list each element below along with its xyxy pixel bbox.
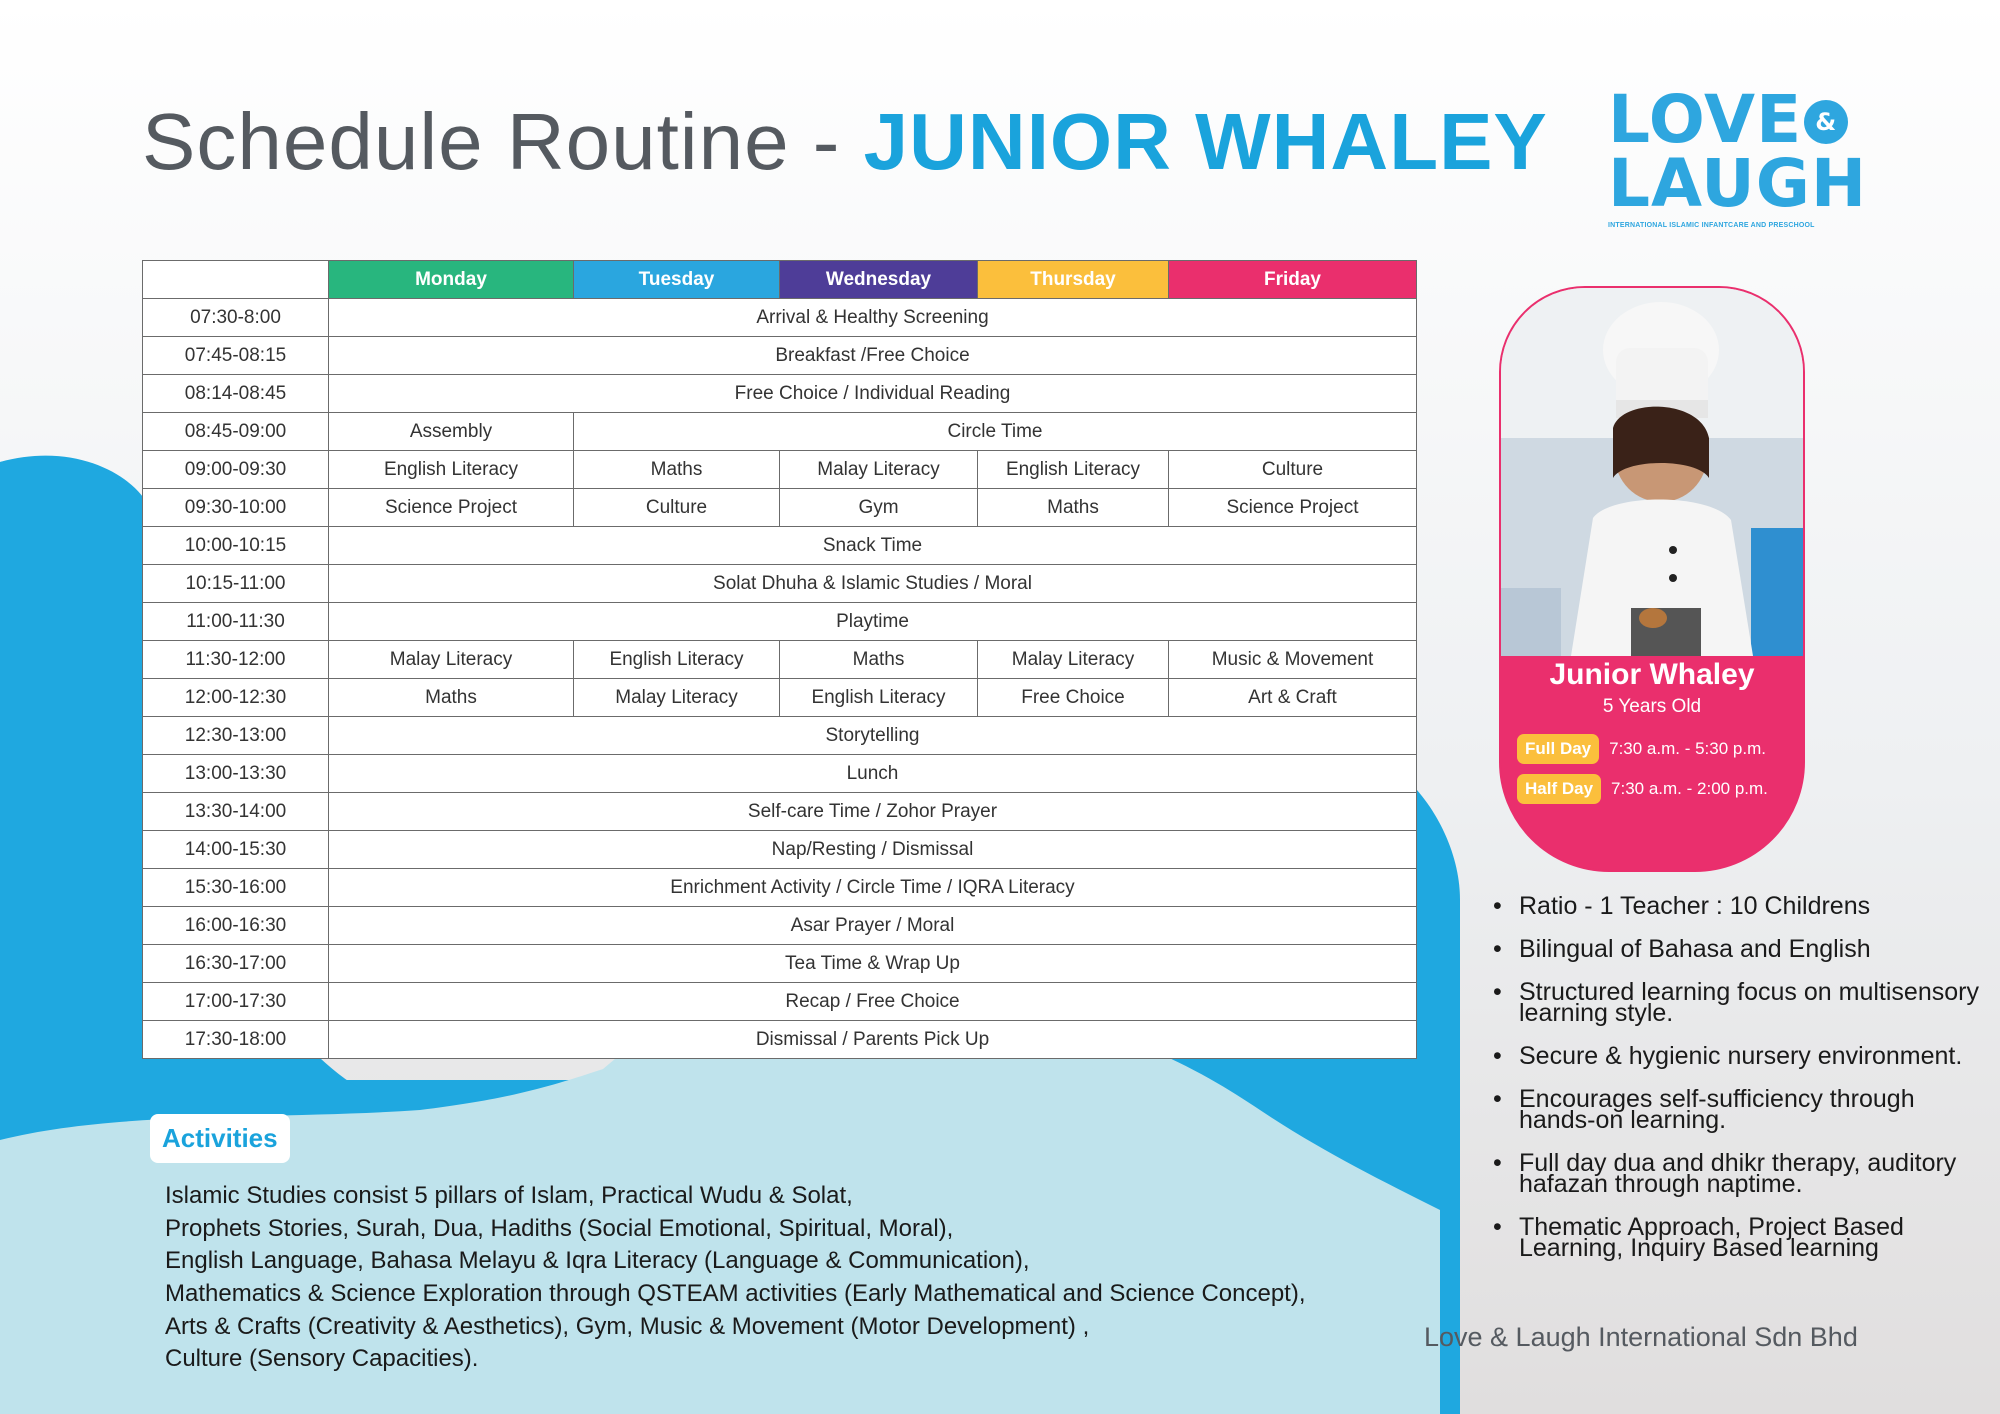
title-highlight: JUNIOR WHALEY [863,97,1548,186]
time-slot: 10:00-10:15 [143,527,329,565]
time-slot: 11:30-12:00 [143,641,329,679]
card-name: Junior Whaley [1549,658,1755,691]
schedule-row [143,451,1417,489]
love-laugh-logo [1608,81,1868,236]
activities-line: Culture (Sensory Capacities). [165,1345,479,1373]
schedule-row [143,641,1417,679]
activity-cell-all-days: Free Choice / Individual Reading [329,375,1417,413]
time-slot: 16:30-17:00 [143,945,329,983]
feature-item: • Ratio - 1 Teacher : 10 Childrens [1493,896,1983,917]
feature-item: • Full day dua and dhikr therapy, auditory hafazan through naptime. [1493,1153,1983,1195]
half-day-row [1517,774,1797,804]
activity-cell: Maths [329,679,574,717]
schedule-body [143,299,1417,1059]
activity-cell-all-days: Solat Dhuha & Islamic Studies / Moral [329,565,1417,603]
schedule-row [143,565,1417,603]
activities-line: Islamic Studies consist 5 pillars of Islam, Practical Wudu & Solat, [165,1182,853,1209]
feature-item: • Bilingual of Bahasa and English [1493,939,1983,960]
day-header-row [143,261,1417,299]
activity-cell: Malay Literacy [780,451,978,489]
schedule-row [143,1021,1417,1059]
time-slot: 13:00-13:30 [143,755,329,793]
activity-cell: Assembly [329,413,574,451]
day-header-thursday: Thursday [978,261,1169,299]
time-slot: 17:00-17:30 [143,983,329,1021]
day-header-friday: Friday [1169,261,1417,299]
title-prefix: Schedule Routine - [142,97,864,186]
time-slot: 12:30-13:00 [143,717,329,755]
feature-item: • Encourages self-sufficiency through hands-on learning. [1493,1089,1983,1131]
logo-line2: LAUGH [1608,145,1868,222]
activity-cell: Gym [780,489,978,527]
activity-cell-all-days: Playtime [329,603,1417,641]
time-slot: 12:00-12:30 [143,679,329,717]
schedule-row [143,375,1417,413]
activity-cell: Maths [978,489,1169,527]
activity-cell-all-days: Tea Time & Wrap Up [329,945,1417,983]
schedule-row [143,413,1417,451]
activity-cell: Maths [780,641,978,679]
activities-label: Activities [150,1114,290,1163]
time-slot: 08:14-08:45 [143,375,329,413]
schedule-row [143,945,1417,983]
activity-cell: English Literacy [329,451,574,489]
time-slot: 17:30-18:00 [143,1021,329,1059]
time-slot: 08:45-09:00 [143,413,329,451]
schedule-row [143,831,1417,869]
full-day-time: 7:30 a.m. - 5:30 p.m. [1609,739,1766,758]
activity-cell-all-days: Breakfast /Free Choice [329,337,1417,375]
activity-cell: English Literacy [574,641,780,679]
time-slot: 16:00-16:30 [143,907,329,945]
activities-line: English Language, Bahasa Melayu & Iqra Literacy (Language & Communication), [165,1247,1030,1275]
activity-cell-all-days: Asar Prayer / Moral [329,907,1417,945]
time-slot: 14:00-15:30 [143,831,329,869]
activities-text [165,1180,1306,1376]
child-chef-photo [1501,288,1803,656]
schedule-row [143,679,1417,717]
logo-amp: & [1804,100,1848,144]
activity-cell: English Literacy [978,451,1169,489]
activity-cell-all-days: Nap/Resting / Dismissal [329,831,1417,869]
full-day-row [1517,734,1797,764]
feature-item: • Structured learning focus on multisensory learning style. [1493,982,1983,1024]
activity-cell-multi-day: Circle Time [574,413,1417,451]
day-header-wednesday: Wednesday [780,261,978,299]
activity-cell-all-days: Snack Time [329,527,1417,565]
profile-card [1499,286,1805,872]
schedule-row [143,299,1417,337]
time-slot: 15:30-16:00 [143,869,329,907]
activity-cell-all-days: Recap / Free Choice [329,983,1417,1021]
full-day-pill: Full Day [1517,734,1599,764]
page-title [142,96,1548,188]
schedule-row [143,489,1417,527]
activity-cell: Science Project [329,489,574,527]
half-day-time: 7:30 a.m. - 2:00 p.m. [1611,779,1768,798]
logo-line1: LOVE & [1608,88,1860,152]
activity-cell: Maths [574,451,780,489]
activity-cell-all-days: Storytelling [329,717,1417,755]
schedule-row [143,717,1417,755]
schedule-row [143,755,1417,793]
schedule-row [143,527,1417,565]
feature-item: • Thematic Approach, Project Based Learning, Inquiry Based learning [1493,1217,1983,1259]
activity-cell-all-days: Self-care Time / Zohor Prayer [329,793,1417,831]
schedule-table [142,260,1417,1059]
schedule-row [143,337,1417,375]
time-slot: 09:30-10:00 [143,489,329,527]
activity-cell: Malay Literacy [978,641,1169,679]
feature-item: • Secure & hygienic nursery environment. [1493,1046,1983,1067]
schedule-row [143,983,1417,1021]
activity-cell-all-days: Dismissal / Parents Pick Up [329,1021,1417,1059]
time-header-blank [143,261,329,299]
time-slot: 07:30-8:00 [143,299,329,337]
company-name: Love & Laugh International Sdn Bhd [1424,1322,1858,1352]
activity-cell-all-days: Arrival & Healthy Screening [329,299,1417,337]
activity-cell: Malay Literacy [329,641,574,679]
day-header-monday: Monday [329,261,574,299]
activity-cell: Free Choice [978,679,1169,717]
day-header-tuesday: Tuesday [574,261,780,299]
activity-cell-all-days: Enrichment Activity / Circle Time / IQRA Literacy [329,869,1417,907]
schedule-row [143,869,1417,907]
time-slot: 07:45-08:15 [143,337,329,375]
activity-cell: Art & Craft [1169,679,1417,717]
activity-cell: Science Project [1169,489,1417,527]
time-slot: 09:00-09:30 [143,451,329,489]
activity-cell-all-days: Lunch [329,755,1417,793]
time-slot: 13:30-14:00 [143,793,329,831]
logo-tagline: INTERNATIONAL ISLAMIC INFANTCARE AND PRESCHOOL [1608,222,1815,229]
activity-cell: English Literacy [780,679,978,717]
activity-cell: Malay Literacy [574,679,780,717]
activities-line: Prophets Stories, Surah, Dua, Hadiths (Social Emotional, Spiritual, Moral), [165,1214,954,1242]
activity-cell: Culture [574,489,780,527]
activities-line: Mathematics & Science Exploration through QSTEAM activities (Early Mathematical and Science Concept), [165,1280,1306,1308]
activity-cell: Culture [1169,451,1417,489]
card-age: 5 Years Old [1602,696,1702,717]
schedule-row [143,793,1417,831]
time-slot: 10:15-11:00 [143,565,329,603]
features-list [1493,892,1983,1281]
activity-cell: Music & Movement [1169,641,1417,679]
schedule-row [143,907,1417,945]
time-slot: 11:00-11:30 [143,603,329,641]
activities-line: Arts & Crafts (Creativity & Aesthetics), Gym, Music & Movement (Motor Development) , [165,1312,1090,1340]
schedule-row [143,603,1417,641]
half-day-pill: Half Day [1517,774,1601,804]
